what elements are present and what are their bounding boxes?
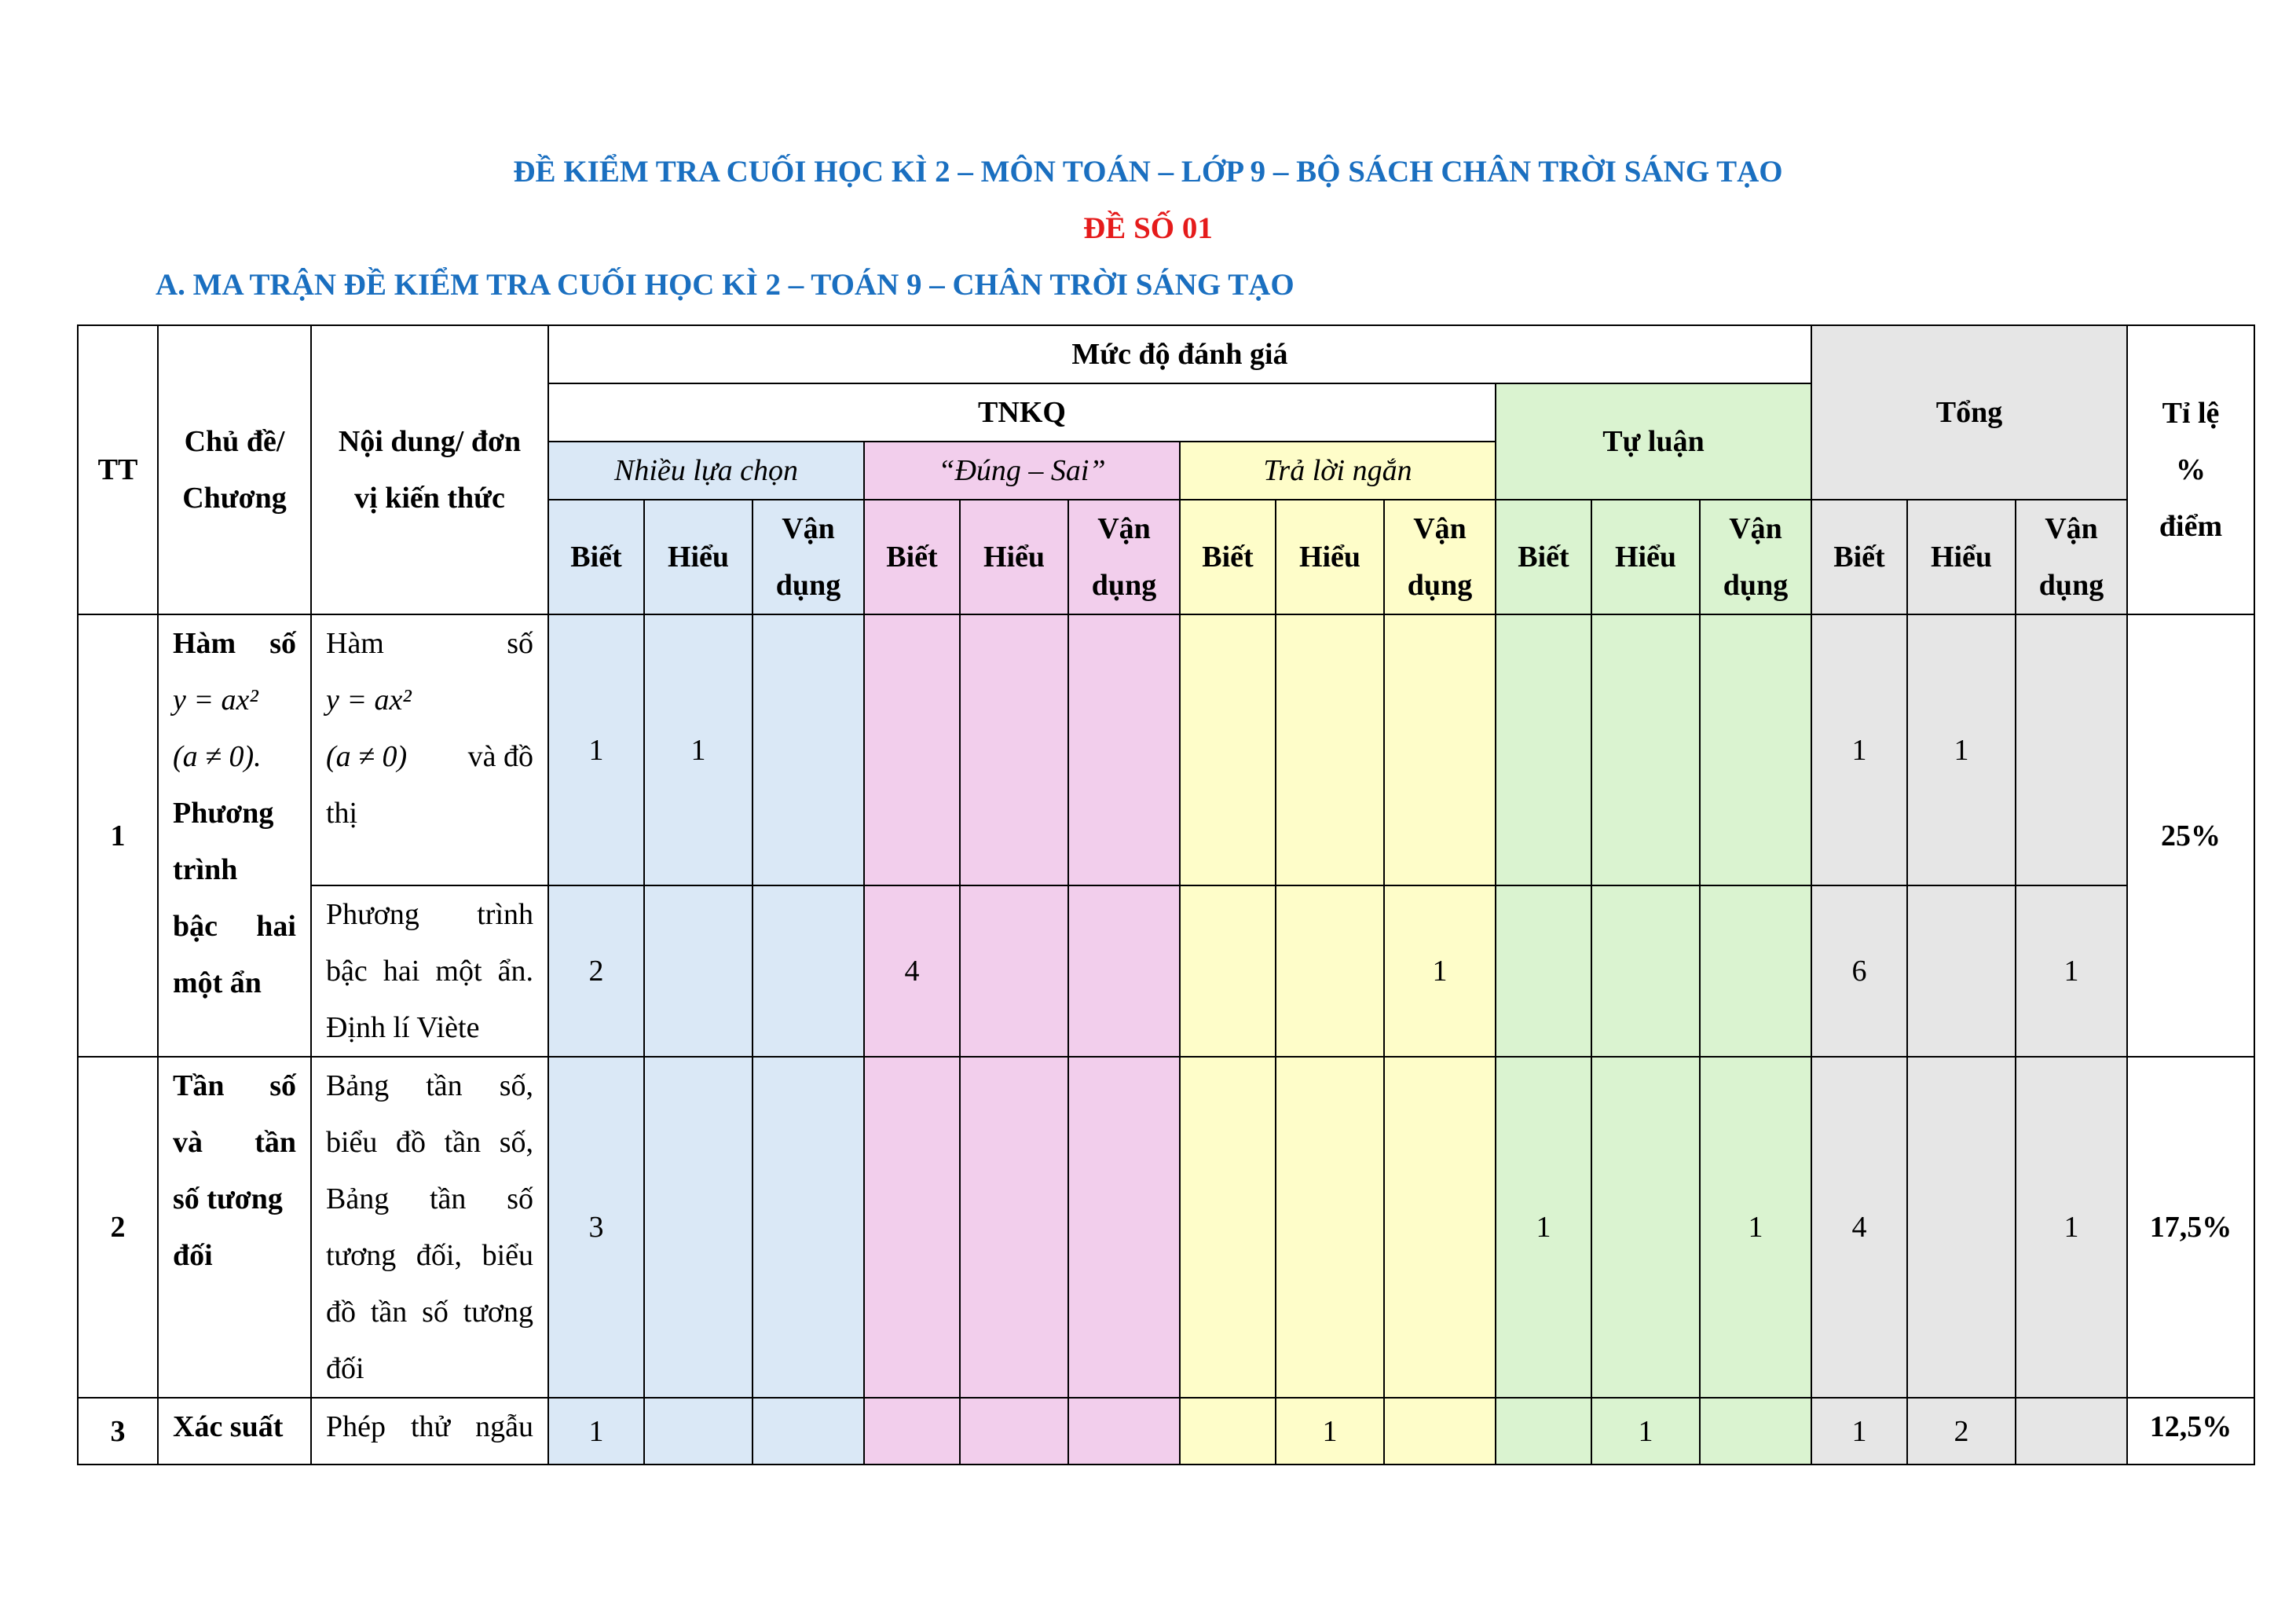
cell: 2: [1907, 1398, 2016, 1465]
cell: [1907, 885, 2016, 1057]
table-row: [78, 1398, 2254, 1465]
cell: [1700, 885, 1811, 1057]
header-ratio: [2127, 325, 2254, 614]
header-tnkq: TNKQ: [548, 383, 1496, 442]
cell: [1180, 614, 1276, 885]
cell: 1: [1496, 1057, 1591, 1398]
cell: 1: [644, 614, 753, 885]
cell: 1: [1276, 1398, 1384, 1465]
header-apply: Vận dụng: [1384, 500, 1496, 614]
cell: [1276, 1057, 1384, 1398]
section-heading: A. MA TRẬN ĐỀ KIỂM TRA CUỐI HỌC KÌ 2 – TOÁN 9 – CHÂN TRỜI SÁNG TẠO: [156, 268, 1294, 302]
row-number: 3: [78, 1398, 158, 1465]
cell: [960, 1398, 1068, 1465]
table-row: [78, 614, 2254, 885]
cell: 1: [1700, 1057, 1811, 1398]
content-cell: Hàm số y = ax² (a ≠ 0) và đồ thị: [311, 614, 548, 885]
header-tt: TT: [78, 325, 158, 614]
cell: [1907, 1057, 2016, 1398]
cell: 3: [548, 1057, 644, 1398]
header-know: Biết: [1811, 500, 1907, 614]
cell: 1: [1907, 614, 2016, 885]
cell: [864, 1057, 960, 1398]
cell: [1591, 614, 1700, 885]
cell: [1496, 885, 1591, 1057]
header-know: Biết: [1180, 500, 1276, 614]
cell: 4: [1811, 1057, 1907, 1398]
cell: [1276, 614, 1384, 885]
ratio-cell: 12,5%: [2127, 1398, 2254, 1465]
header-ratio-line2: %: [2176, 453, 2206, 486]
cell: [1496, 614, 1591, 885]
cell: [753, 1398, 864, 1465]
cell: [960, 1057, 1068, 1398]
ratio-cell: 25%: [2127, 614, 2254, 1057]
header-apply: Vận dụng: [1068, 500, 1180, 614]
cell: [1700, 1398, 1811, 1465]
cell: 1: [1591, 1398, 1700, 1465]
topic-cell: Hàm số y = ax² (a ≠ 0). Phương trình bậc hai một ẩn: [158, 614, 311, 1057]
header-understand: Hiểu: [1907, 500, 2016, 614]
cell: [753, 1057, 864, 1398]
content-cell: Phương trình bậc hai một ẩn. Định lí Viète: [311, 885, 548, 1057]
cell: [644, 1398, 753, 1465]
header-apply: Vận dụng: [753, 500, 864, 614]
header-understand: Hiểu: [1591, 500, 1700, 614]
header-know: Biết: [864, 500, 960, 614]
header-content-line2: vị kiến thức: [354, 482, 505, 515]
cell: [1591, 885, 1700, 1057]
header-know: Biết: [1496, 500, 1591, 614]
cell: [1384, 1057, 1496, 1398]
cell: 1: [1384, 885, 1496, 1057]
cell: [1384, 1398, 1496, 1465]
cell: [960, 614, 1068, 885]
cell: [1068, 1398, 1180, 1465]
cell: 1: [2016, 885, 2127, 1057]
content-cell: Bảng tần số, biểu đồ tần số, Bảng tần số tương đối, biểu đồ tần số tương đối: [311, 1057, 548, 1398]
cell: [1384, 614, 1496, 885]
assessment-matrix-table: [77, 324, 2255, 1465]
cell: [1496, 1398, 1591, 1465]
cell: [960, 885, 1068, 1057]
header-understand: Hiểu: [644, 500, 753, 614]
topic-cell: Xác suất: [158, 1398, 311, 1465]
cell: 6: [1811, 885, 1907, 1057]
table-row: [78, 1057, 2254, 1398]
cell: [644, 1057, 753, 1398]
cell: [1180, 1398, 1276, 1465]
cell: [644, 885, 753, 1057]
header-understand: Hiểu: [960, 500, 1068, 614]
cell: [753, 885, 864, 1057]
header-content-line1: Nội dung/ đơn: [338, 425, 522, 458]
header-apply: Vận dụng: [1700, 500, 1811, 614]
cell: 2: [548, 885, 644, 1057]
header-true-false: “Đúng – Sai”: [864, 442, 1180, 500]
cell: 1: [1811, 614, 1907, 885]
header-topic-line2: Chương: [182, 482, 287, 515]
cell: [2016, 1398, 2127, 1465]
cell: 1: [548, 1398, 644, 1465]
cell: 1: [548, 614, 644, 885]
cell: [753, 614, 864, 885]
table-row: [78, 885, 2254, 1057]
header-content: [311, 325, 548, 614]
header-multiple-choice: Nhiều lựa chọn: [548, 442, 864, 500]
header-essay: Tự luận: [1496, 383, 1811, 500]
ratio-cell: 17,5%: [2127, 1057, 2254, 1398]
topic-cell: Tần số và tần số tương đối: [158, 1057, 311, 1398]
cell: [1180, 1057, 1276, 1398]
header-short-answer: Trả lời ngắn: [1180, 442, 1496, 500]
exam-number: ĐỀ SỐ 01: [1083, 211, 1213, 245]
cell: 4: [864, 885, 960, 1057]
cell: [864, 614, 960, 885]
cell: [1068, 614, 1180, 885]
header-ratio-line3: điểm: [2159, 510, 2223, 543]
header-apply: Vận dụng: [2016, 500, 2127, 614]
header-topic-line1: Chủ đề/: [184, 425, 285, 458]
header-ratio-line1: Tỉ lệ: [2162, 397, 2220, 430]
cell: [864, 1398, 960, 1465]
cell: [1276, 885, 1384, 1057]
cell: [1068, 885, 1180, 1057]
row-number: 2: [78, 1057, 158, 1398]
cell: [1180, 885, 1276, 1057]
cell: [1700, 614, 1811, 885]
header-topic: [158, 325, 311, 614]
cell: 1: [1811, 1398, 1907, 1465]
content-cell: Phép thử ngẫu: [311, 1398, 548, 1465]
cell: [2016, 614, 2127, 885]
header-total: Tổng: [1811, 325, 2127, 500]
row-number: 1: [78, 614, 158, 1057]
header-understand: Hiểu: [1276, 500, 1384, 614]
cell: 1: [2016, 1057, 2127, 1398]
cell: [1068, 1057, 1180, 1398]
header-assessment-level: Mức độ đánh giá: [548, 325, 1811, 383]
header-know: Biết: [548, 500, 644, 614]
document-title: ĐỀ KIỂM TRA CUỐI HỌC KÌ 2 – MÔN TOÁN – LỚP 9 – BỘ SÁCH CHÂN TRỜI SÁNG TẠO: [513, 155, 1783, 189]
cell: [1591, 1057, 1700, 1398]
